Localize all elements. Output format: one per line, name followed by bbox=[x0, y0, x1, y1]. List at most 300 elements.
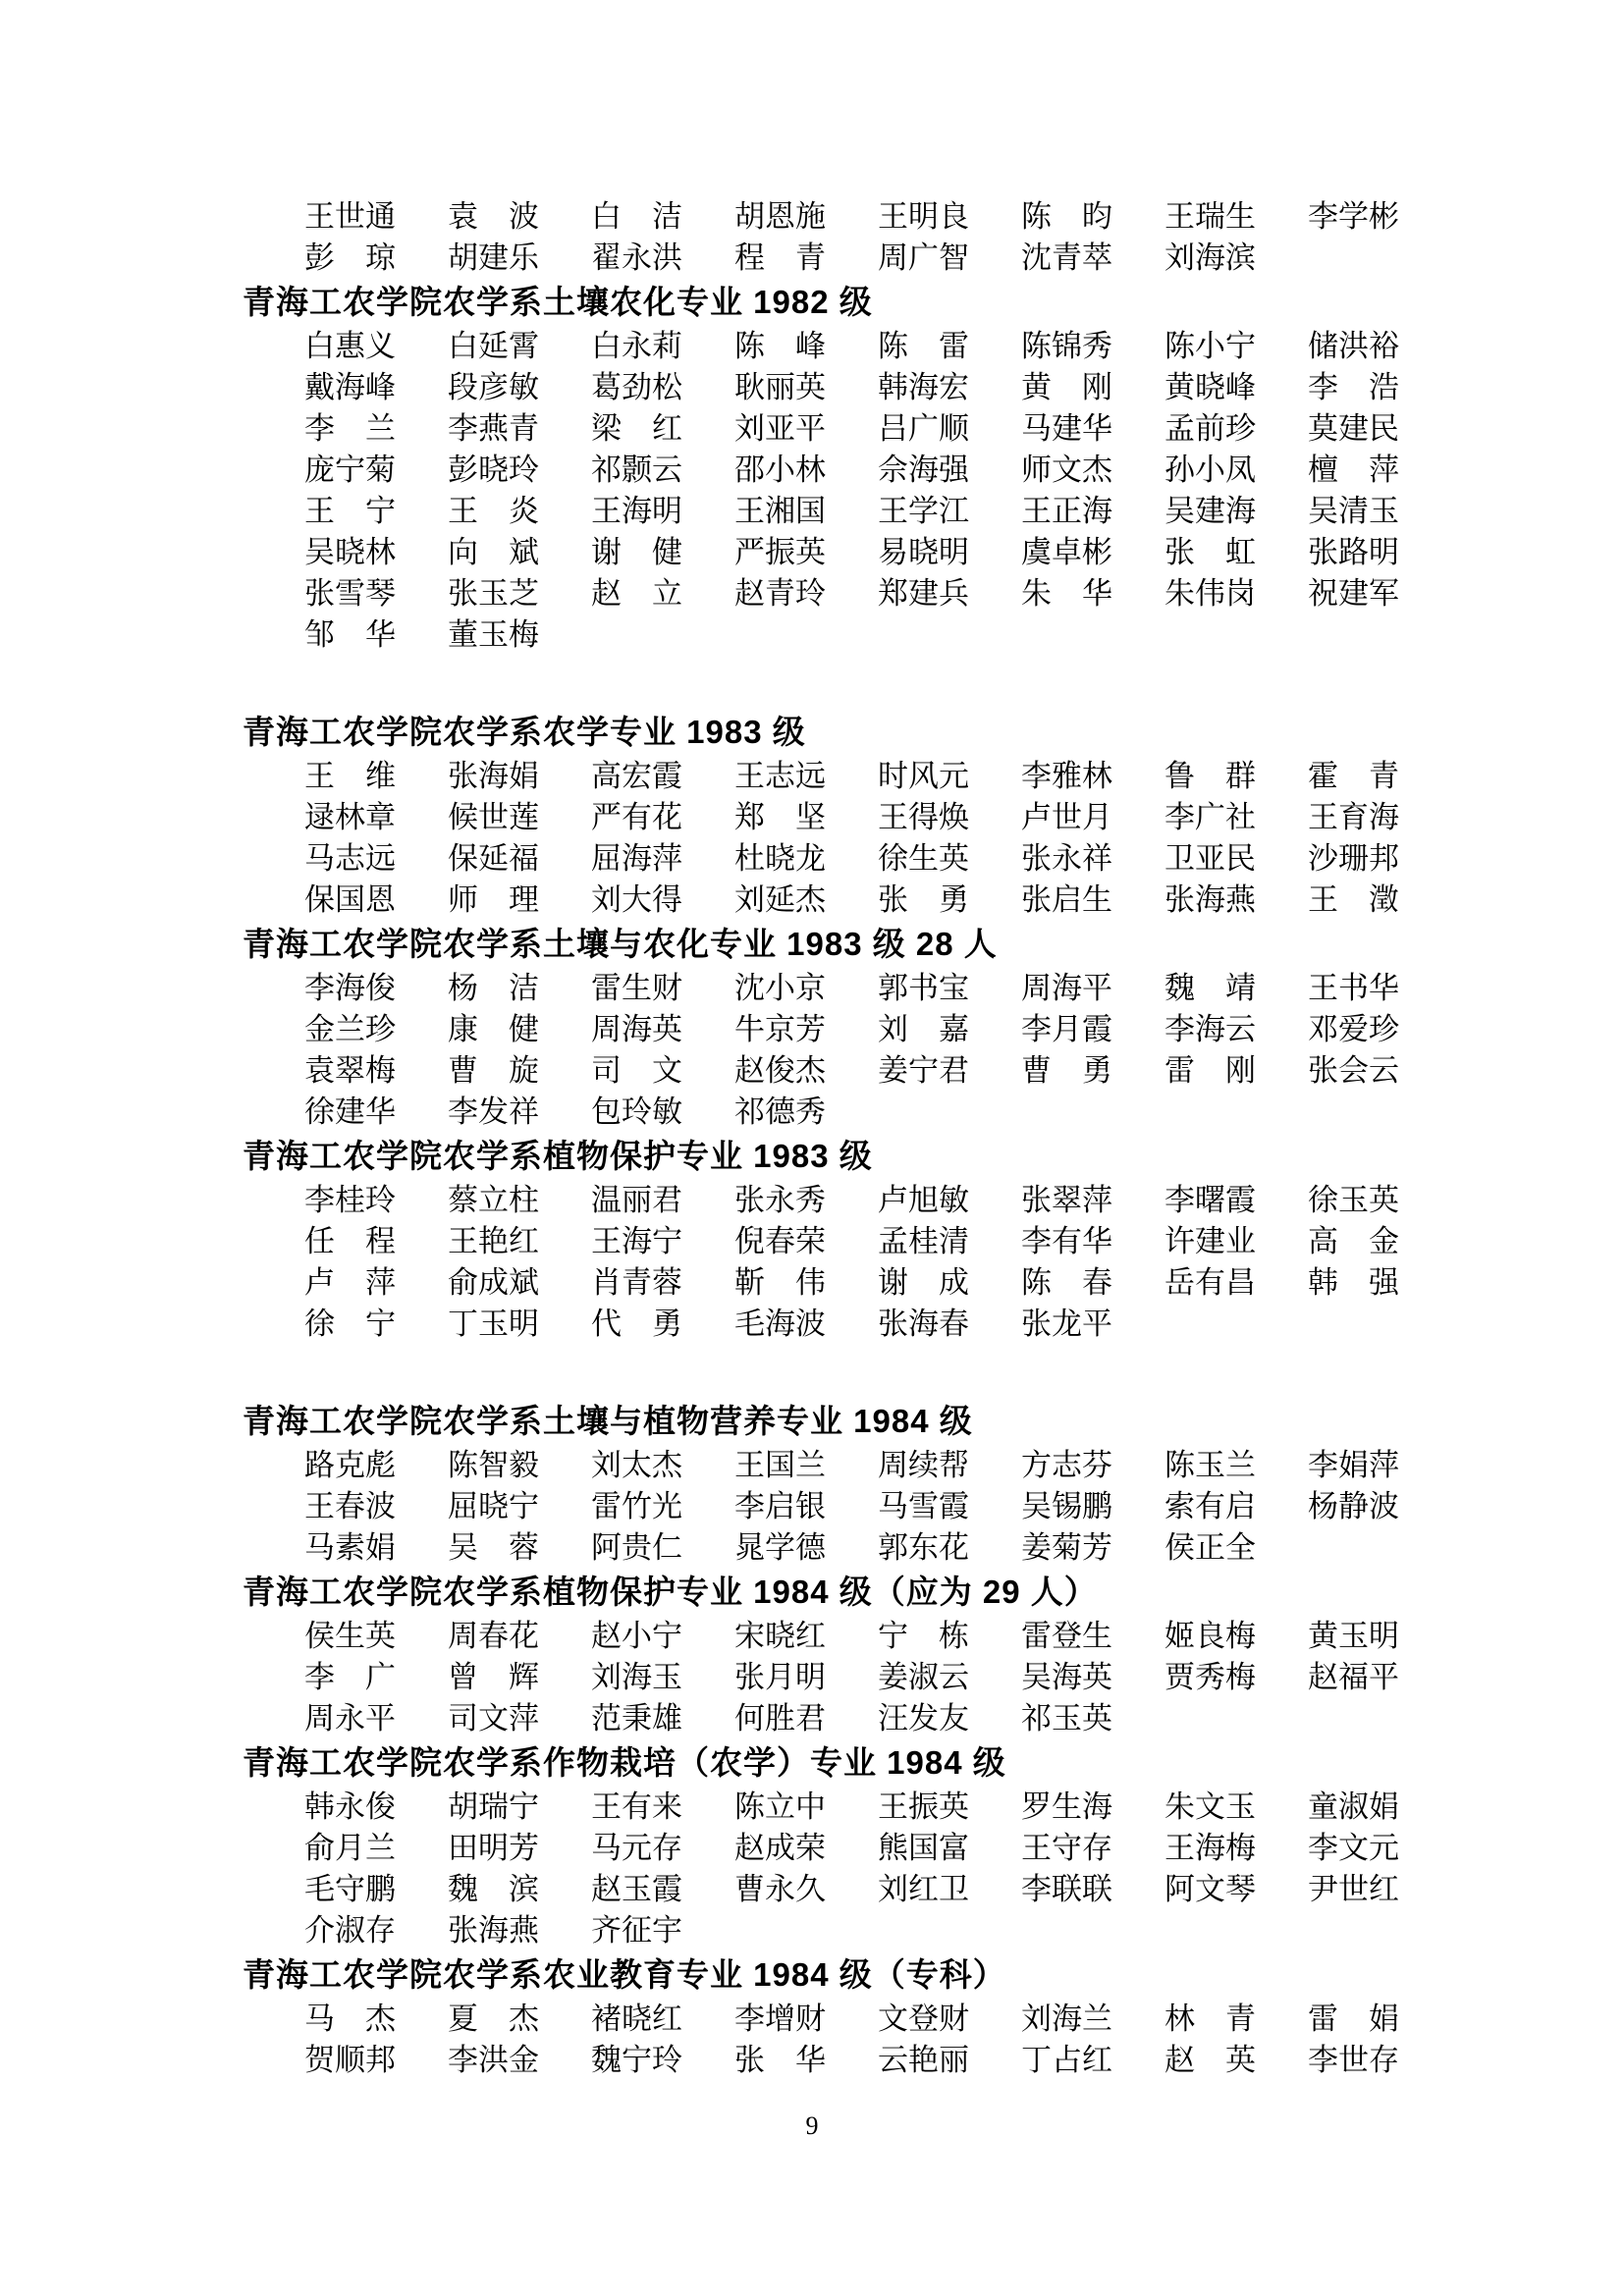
section-title: 青海工农学院农学系土壤农化专业 1982 级 bbox=[243, 284, 873, 320]
person-name: 徐建华 bbox=[304, 1095, 396, 1129]
person-name: 高 金 bbox=[1308, 1224, 1399, 1258]
person-name: 云艳丽 bbox=[878, 2043, 969, 2077]
page-content bbox=[243, 196, 1453, 2081]
person-name: 张海燕 bbox=[1164, 882, 1256, 917]
person-name: 李文元 bbox=[1308, 1831, 1399, 1865]
person-name: 孙小凤 bbox=[1164, 453, 1256, 487]
person-name: 丁占红 bbox=[1021, 2043, 1112, 2077]
person-name: 阿文琴 bbox=[1164, 1872, 1256, 1906]
person-name: 邓爱珍 bbox=[1308, 1012, 1399, 1046]
name-row bbox=[304, 1009, 1453, 1050]
person-name: 邵小林 bbox=[734, 453, 826, 487]
person-name: 袁 波 bbox=[448, 199, 539, 234]
name-row bbox=[304, 238, 1453, 279]
person-name: 熊国富 bbox=[878, 1831, 969, 1865]
person-name: 刘 嘉 bbox=[878, 1012, 969, 1046]
person-name: 周春花 bbox=[448, 1619, 539, 1653]
person-name: 金兰珍 bbox=[304, 1012, 396, 1046]
person-name: 段彦敏 bbox=[448, 370, 539, 404]
person-name: 魏 靖 bbox=[1164, 971, 1256, 1005]
name-row bbox=[304, 968, 1453, 1009]
person-name: 杨 洁 bbox=[448, 971, 539, 1005]
person-name: 卢世月 bbox=[1021, 800, 1112, 834]
person-name: 李 浩 bbox=[1308, 370, 1399, 404]
person-name: 罗生海 bbox=[1021, 1789, 1112, 1824]
person-name: 耿丽英 bbox=[734, 370, 826, 404]
person-name: 曹 旋 bbox=[448, 1053, 539, 1088]
person-name: 王得焕 bbox=[878, 800, 969, 834]
person-name: 路克彪 bbox=[304, 1448, 396, 1482]
person-name: 王正海 bbox=[1021, 494, 1112, 528]
person-name: 王有来 bbox=[591, 1789, 682, 1824]
name-row bbox=[304, 1180, 1453, 1221]
person-name: 沙珊邦 bbox=[1308, 841, 1399, 876]
person-name: 候世莲 bbox=[448, 800, 539, 834]
person-name: 王世通 bbox=[304, 199, 396, 234]
name-row bbox=[304, 573, 1453, 614]
person-name: 戴海峰 bbox=[304, 370, 396, 404]
class-section bbox=[243, 1951, 1453, 2081]
name-row bbox=[304, 2040, 1453, 2081]
section-rows bbox=[243, 196, 1453, 279]
person-name: 曾 辉 bbox=[448, 1660, 539, 1694]
person-name: 周广智 bbox=[878, 240, 969, 275]
person-name: 李雅林 bbox=[1021, 759, 1112, 793]
section-rows bbox=[243, 756, 1453, 921]
section-rows bbox=[243, 1787, 1453, 1951]
person-name: 王 炎 bbox=[448, 494, 539, 528]
person-name: 佘海强 bbox=[878, 453, 969, 487]
person-name: 李世存 bbox=[1308, 2043, 1399, 2077]
person-name: 宁 栋 bbox=[878, 1619, 969, 1653]
person-name: 方志芬 bbox=[1021, 1448, 1112, 1482]
class-section bbox=[243, 709, 1453, 921]
person-name: 许建业 bbox=[1164, 1224, 1256, 1258]
section-title: 青海工农学院农学系农业教育专业 1984 级（专科） bbox=[243, 1956, 1006, 1993]
class-section bbox=[243, 921, 1453, 1133]
person-name: 张翠萍 bbox=[1021, 1183, 1112, 1217]
person-name: 保国恩 bbox=[304, 882, 396, 917]
person-name: 介淑存 bbox=[304, 1913, 396, 1948]
person-name: 马志远 bbox=[304, 841, 396, 876]
person-name: 王湘国 bbox=[734, 494, 826, 528]
name-row bbox=[304, 1486, 1453, 1527]
person-name: 吴锡鹏 bbox=[1021, 1489, 1112, 1523]
person-name: 陈玉兰 bbox=[1164, 1448, 1256, 1482]
person-name: 李学彬 bbox=[1308, 199, 1399, 234]
person-name: 阿贵仁 bbox=[591, 1530, 682, 1565]
person-name: 李海俊 bbox=[304, 971, 396, 1005]
class-section bbox=[243, 1569, 1453, 1739]
person-name: 王瑞生 bbox=[1164, 199, 1256, 234]
name-row bbox=[304, 408, 1453, 450]
person-name: 谢 成 bbox=[878, 1265, 969, 1300]
person-name: 王海宁 bbox=[591, 1224, 682, 1258]
section-rows bbox=[243, 1445, 1453, 1569]
name-row bbox=[304, 614, 1453, 656]
person-name: 张龙平 bbox=[1021, 1307, 1112, 1341]
person-name: 曹 勇 bbox=[1021, 1053, 1112, 1088]
person-name: 严振英 bbox=[734, 535, 826, 569]
person-name: 师文杰 bbox=[1021, 453, 1112, 487]
name-row bbox=[304, 1910, 1453, 1951]
person-name: 陈 雷 bbox=[878, 329, 969, 363]
person-name: 陈 峰 bbox=[734, 329, 826, 363]
name-row bbox=[304, 1828, 1453, 1869]
person-name: 杨静波 bbox=[1308, 1489, 1399, 1523]
person-name: 李广社 bbox=[1164, 800, 1256, 834]
name-row bbox=[304, 1092, 1453, 1133]
person-name: 王守存 bbox=[1021, 1831, 1112, 1865]
name-row bbox=[304, 326, 1453, 367]
page-number: 9 bbox=[805, 2111, 819, 2140]
person-name: 靳 伟 bbox=[734, 1265, 826, 1300]
person-name: 王 宁 bbox=[304, 494, 396, 528]
person-name: 文登财 bbox=[878, 2002, 969, 2036]
person-name: 杜晓龙 bbox=[734, 841, 826, 876]
person-name: 吴 蓉 bbox=[448, 1530, 539, 1565]
person-name: 张 勇 bbox=[878, 882, 969, 917]
person-name: 张海娟 bbox=[448, 759, 539, 793]
person-name: 孟前珍 bbox=[1164, 411, 1256, 446]
person-name: 康 健 bbox=[448, 1012, 539, 1046]
person-name: 郭东花 bbox=[878, 1530, 969, 1565]
person-name: 赵小宁 bbox=[591, 1619, 682, 1653]
person-name: 马 杰 bbox=[304, 2002, 396, 2036]
person-name: 任 程 bbox=[304, 1224, 396, 1258]
person-name: 祁德秀 bbox=[734, 1095, 826, 1129]
person-name: 李月霞 bbox=[1021, 1012, 1112, 1046]
class-section bbox=[243, 279, 1453, 656]
section-rows bbox=[243, 968, 1453, 1133]
person-name: 王海明 bbox=[591, 494, 682, 528]
person-name: 陈立中 bbox=[734, 1789, 826, 1824]
person-name: 张玉芝 bbox=[448, 576, 539, 611]
person-name: 张雪琴 bbox=[304, 576, 396, 611]
section-title: 青海工农学院农学系土壤与农化专业 1983 级 28 人 bbox=[243, 926, 998, 962]
person-name: 姜菊芳 bbox=[1021, 1530, 1112, 1565]
person-name: 侯正全 bbox=[1164, 1530, 1256, 1565]
person-name: 王春波 bbox=[304, 1489, 396, 1523]
name-row bbox=[304, 1869, 1453, 1910]
person-name: 朱 华 bbox=[1021, 576, 1112, 611]
person-name: 林 青 bbox=[1164, 2002, 1256, 2036]
person-name: 白 洁 bbox=[591, 199, 682, 234]
section-rows bbox=[243, 1999, 1453, 2081]
name-row bbox=[304, 196, 1453, 238]
person-name: 祁玉英 bbox=[1021, 1701, 1112, 1735]
person-name: 袁翠梅 bbox=[304, 1053, 396, 1088]
person-name: 刘亚平 bbox=[734, 411, 826, 446]
person-name: 王艳红 bbox=[448, 1224, 539, 1258]
person-name: 黄 刚 bbox=[1021, 370, 1112, 404]
person-name: 雷登生 bbox=[1021, 1619, 1112, 1653]
person-name: 胡建乐 bbox=[448, 240, 539, 275]
person-name: 代 勇 bbox=[591, 1307, 682, 1341]
person-name: 莫建民 bbox=[1308, 411, 1399, 446]
person-name: 晁学德 bbox=[734, 1530, 826, 1565]
person-name: 张月明 bbox=[734, 1660, 826, 1694]
person-name: 王 维 bbox=[304, 759, 396, 793]
person-name: 李启银 bbox=[734, 1489, 826, 1523]
person-name: 司 文 bbox=[591, 1053, 682, 1088]
person-name: 吴晓林 bbox=[304, 535, 396, 569]
person-name: 魏 滨 bbox=[448, 1872, 539, 1906]
person-name: 褚晓红 bbox=[591, 2002, 682, 2036]
person-name: 尹世红 bbox=[1308, 1872, 1399, 1906]
person-name: 胡瑞宁 bbox=[448, 1789, 539, 1824]
person-name: 王书华 bbox=[1308, 971, 1399, 1005]
name-row bbox=[304, 1445, 1453, 1486]
person-name: 张 华 bbox=[734, 2043, 826, 2077]
person-name: 李发祥 bbox=[448, 1095, 539, 1129]
person-name: 徐生英 bbox=[878, 841, 969, 876]
person-name: 庞宁菊 bbox=[304, 453, 396, 487]
person-name: 屈晓宁 bbox=[448, 1489, 539, 1523]
person-name: 姜淑云 bbox=[878, 1660, 969, 1694]
person-name: 梁 红 bbox=[591, 411, 682, 446]
person-name: 祝建军 bbox=[1308, 576, 1399, 611]
person-name: 李增财 bbox=[734, 2002, 826, 2036]
person-name: 孟桂清 bbox=[878, 1224, 969, 1258]
person-name: 胡恩施 bbox=[734, 199, 826, 234]
name-row bbox=[304, 532, 1453, 573]
person-name: 贾秀梅 bbox=[1164, 1660, 1256, 1694]
person-name: 吴清玉 bbox=[1308, 494, 1399, 528]
person-name: 李桂玲 bbox=[304, 1183, 396, 1217]
person-name: 齐征宇 bbox=[591, 1913, 682, 1948]
class-section bbox=[243, 1739, 1453, 1951]
section-title: 青海工农学院农学系土壤与植物营养专业 1984 级 bbox=[243, 1403, 973, 1439]
name-row bbox=[304, 880, 1453, 921]
person-name: 李洪金 bbox=[448, 2043, 539, 2077]
person-name: 易晓明 bbox=[878, 535, 969, 569]
person-name: 严有花 bbox=[591, 800, 682, 834]
person-name: 姬良梅 bbox=[1164, 1619, 1256, 1653]
name-row bbox=[304, 1262, 1453, 1304]
person-name: 程 青 bbox=[734, 240, 826, 275]
person-name: 田明芳 bbox=[448, 1831, 539, 1865]
person-name: 雷生财 bbox=[591, 971, 682, 1005]
name-row bbox=[304, 1657, 1453, 1698]
person-name: 郭书宝 bbox=[878, 971, 969, 1005]
person-name: 赵青玲 bbox=[734, 576, 826, 611]
person-name: 周海英 bbox=[591, 1012, 682, 1046]
person-name: 刘延杰 bbox=[734, 882, 826, 917]
person-name: 郑 坚 bbox=[734, 800, 826, 834]
person-name: 魏宁玲 bbox=[591, 2043, 682, 2077]
name-row bbox=[304, 1221, 1453, 1262]
person-name: 刘太杰 bbox=[591, 1448, 682, 1482]
person-name: 李有华 bbox=[1021, 1224, 1112, 1258]
person-name: 陈 昀 bbox=[1021, 199, 1112, 234]
name-row bbox=[304, 756, 1453, 797]
person-name: 王育海 bbox=[1308, 800, 1399, 834]
person-name: 赵 立 bbox=[591, 576, 682, 611]
person-name: 白永莉 bbox=[591, 329, 682, 363]
person-name: 雷 娟 bbox=[1308, 2002, 1399, 2036]
person-name: 韩海宏 bbox=[878, 370, 969, 404]
person-name: 董玉梅 bbox=[448, 617, 539, 652]
person-name: 倪春荣 bbox=[734, 1224, 826, 1258]
person-name: 张启生 bbox=[1021, 882, 1112, 917]
person-name: 张永秀 bbox=[734, 1183, 826, 1217]
person-name: 师 理 bbox=[448, 882, 539, 917]
class-section bbox=[243, 196, 1453, 279]
person-name: 李燕青 bbox=[448, 411, 539, 446]
person-name: 王学江 bbox=[878, 494, 969, 528]
person-name: 张海燕 bbox=[448, 1913, 539, 1948]
person-name: 虞卓彬 bbox=[1021, 535, 1112, 569]
person-name: 韩 强 bbox=[1308, 1265, 1399, 1300]
person-name: 陈小宁 bbox=[1164, 329, 1256, 363]
person-name: 马素娟 bbox=[304, 1530, 396, 1565]
person-name: 包玲敏 bbox=[591, 1095, 682, 1129]
section-title: 青海工农学院农学系植物保护专业 1984 级（应为 29 人） bbox=[243, 1574, 1098, 1610]
person-name: 张永祥 bbox=[1021, 841, 1112, 876]
person-name: 彭 琼 bbox=[304, 240, 396, 275]
person-name: 王振英 bbox=[878, 1789, 969, 1824]
section-title: 青海工农学院农学系植物保护专业 1983 级 bbox=[243, 1138, 873, 1174]
person-name: 蔡立柱 bbox=[448, 1183, 539, 1217]
person-name: 刘红卫 bbox=[878, 1872, 969, 1906]
person-name: 高宏霞 bbox=[591, 759, 682, 793]
person-name: 丁玉明 bbox=[448, 1307, 539, 1341]
section-title: 青海工农学院农学系作物栽培（农学）专业 1984 级 bbox=[243, 1744, 1006, 1781]
person-name: 周永平 bbox=[304, 1701, 396, 1735]
name-row bbox=[304, 367, 1453, 408]
name-row bbox=[304, 491, 1453, 532]
person-name: 王 澂 bbox=[1308, 882, 1399, 917]
name-row bbox=[304, 1050, 1453, 1092]
person-name: 温丽君 bbox=[591, 1183, 682, 1217]
person-name: 邹 华 bbox=[304, 617, 396, 652]
person-name: 汪发友 bbox=[878, 1701, 969, 1735]
class-section bbox=[243, 1398, 1453, 1569]
person-name: 童淑娟 bbox=[1308, 1789, 1399, 1824]
person-name: 张会云 bbox=[1308, 1053, 1399, 1088]
person-name: 赵福平 bbox=[1308, 1660, 1399, 1694]
person-name: 王海梅 bbox=[1164, 1831, 1256, 1865]
person-name: 姜宁君 bbox=[878, 1053, 969, 1088]
person-name: 岳有昌 bbox=[1164, 1265, 1256, 1300]
section-rows bbox=[243, 326, 1453, 656]
name-row bbox=[304, 1527, 1453, 1569]
section-title: 青海工农学院农学系农学专业 1983 级 bbox=[243, 714, 806, 750]
person-name: 肖青蓉 bbox=[591, 1265, 682, 1300]
person-name: 周续帮 bbox=[878, 1448, 969, 1482]
person-name: 刘海兰 bbox=[1021, 2002, 1112, 2036]
person-name: 范秉雄 bbox=[591, 1701, 682, 1735]
person-name: 赵俊杰 bbox=[734, 1053, 826, 1088]
person-name: 陈 春 bbox=[1021, 1265, 1112, 1300]
person-name: 陈锦秀 bbox=[1021, 329, 1112, 363]
person-name: 屈海萍 bbox=[591, 841, 682, 876]
person-name: 毛守鹏 bbox=[304, 1872, 396, 1906]
person-name: 司文萍 bbox=[448, 1701, 539, 1735]
person-name: 侯生英 bbox=[304, 1619, 396, 1653]
person-name: 王明良 bbox=[878, 199, 969, 234]
person-name: 时风元 bbox=[878, 759, 969, 793]
person-name: 赵 英 bbox=[1164, 2043, 1256, 2077]
person-name: 刘大得 bbox=[591, 882, 682, 917]
person-name: 马雪霞 bbox=[878, 1489, 969, 1523]
person-name: 卢 萍 bbox=[304, 1265, 396, 1300]
section-rows bbox=[243, 1180, 1453, 1345]
person-name: 刘海玉 bbox=[591, 1660, 682, 1694]
person-name: 白延霄 bbox=[448, 329, 539, 363]
person-name: 鲁 群 bbox=[1164, 759, 1256, 793]
person-name: 贺顺邦 bbox=[304, 2043, 396, 2077]
person-name: 牛京芳 bbox=[734, 1012, 826, 1046]
name-row bbox=[304, 1999, 1453, 2040]
person-name: 韩永俊 bbox=[304, 1789, 396, 1824]
person-name: 宋晓红 bbox=[734, 1619, 826, 1653]
person-name: 卫亚民 bbox=[1164, 841, 1256, 876]
person-name: 陈智毅 bbox=[448, 1448, 539, 1482]
person-name: 卢旭敏 bbox=[878, 1183, 969, 1217]
person-name: 张海春 bbox=[878, 1307, 969, 1341]
person-name: 吴海英 bbox=[1021, 1660, 1112, 1694]
person-name: 郑建兵 bbox=[878, 576, 969, 611]
person-name: 保延福 bbox=[448, 841, 539, 876]
person-name: 马建华 bbox=[1021, 411, 1112, 446]
person-name: 徐玉英 bbox=[1308, 1183, 1399, 1217]
person-name: 雷竹光 bbox=[591, 1489, 682, 1523]
person-name: 李联联 bbox=[1021, 1872, 1112, 1906]
person-name: 雷 刚 bbox=[1164, 1053, 1256, 1088]
person-name: 王国兰 bbox=[734, 1448, 826, 1482]
person-name: 毛海波 bbox=[734, 1307, 826, 1341]
person-name: 李娟萍 bbox=[1308, 1448, 1399, 1482]
person-name: 葛劲松 bbox=[591, 370, 682, 404]
name-row bbox=[304, 1698, 1453, 1739]
person-name: 夏 杰 bbox=[448, 2002, 539, 2036]
person-name: 霍 青 bbox=[1308, 759, 1399, 793]
person-name: 朱文玉 bbox=[1164, 1789, 1256, 1824]
person-name: 赵成荣 bbox=[734, 1831, 826, 1865]
person-name: 俞月兰 bbox=[304, 1831, 396, 1865]
person-name: 赵玉霞 bbox=[591, 1872, 682, 1906]
person-name: 李 兰 bbox=[304, 411, 396, 446]
person-name: 吕广顺 bbox=[878, 411, 969, 446]
person-name: 白惠义 bbox=[304, 329, 396, 363]
person-name: 俞成斌 bbox=[448, 1265, 539, 1300]
person-name: 刘海滨 bbox=[1164, 240, 1256, 275]
person-name: 徐 宁 bbox=[304, 1307, 396, 1341]
name-row bbox=[304, 1616, 1453, 1657]
class-section bbox=[243, 1133, 1453, 1345]
person-name: 黄玉明 bbox=[1308, 1619, 1399, 1653]
person-name: 逯林章 bbox=[304, 800, 396, 834]
person-name: 李 广 bbox=[304, 1660, 396, 1694]
name-row bbox=[304, 1787, 1453, 1828]
person-name: 马元存 bbox=[591, 1831, 682, 1865]
person-name: 沈小京 bbox=[734, 971, 826, 1005]
name-row bbox=[304, 797, 1453, 838]
person-name: 李海云 bbox=[1164, 1012, 1256, 1046]
name-row bbox=[304, 1304, 1453, 1345]
person-name: 彭晓玲 bbox=[448, 453, 539, 487]
person-name: 翟永洪 bbox=[591, 240, 682, 275]
person-name: 张 虹 bbox=[1164, 535, 1256, 569]
person-name: 朱伟岗 bbox=[1164, 576, 1256, 611]
person-name: 祁颢云 bbox=[591, 453, 682, 487]
name-row bbox=[304, 838, 1453, 880]
person-name: 沈青萃 bbox=[1021, 240, 1112, 275]
person-name: 索有启 bbox=[1164, 1489, 1256, 1523]
person-name: 曹永久 bbox=[734, 1872, 826, 1906]
